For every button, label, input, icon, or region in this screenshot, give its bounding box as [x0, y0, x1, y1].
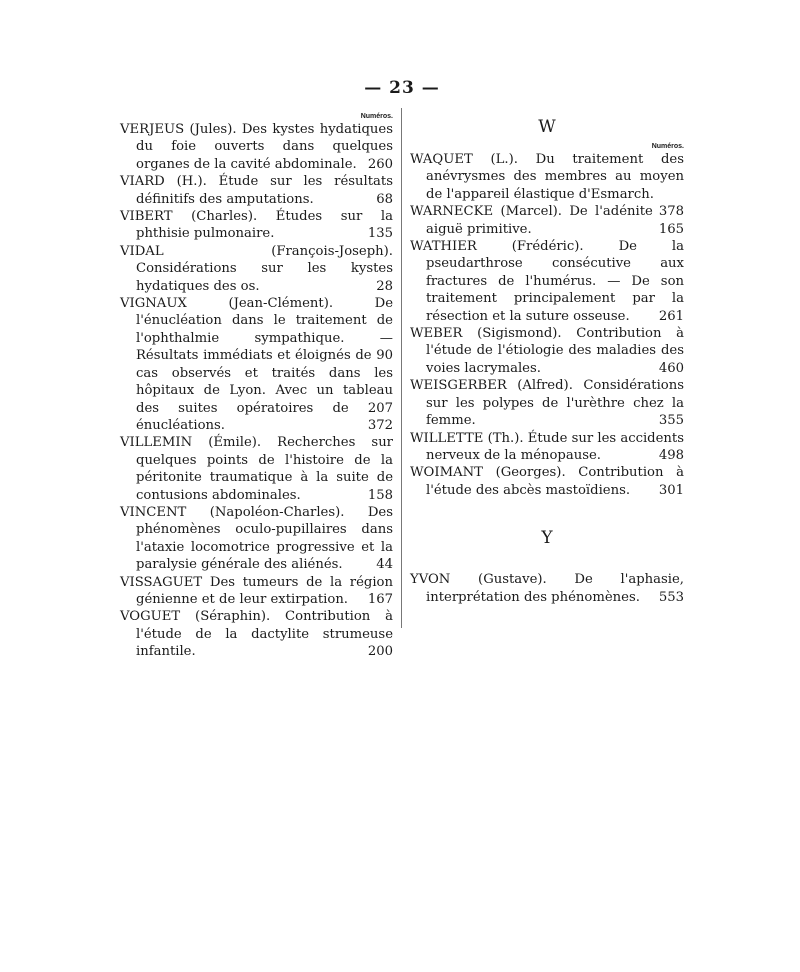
author-name: VIARD	[120, 174, 165, 190]
index-entry	[410, 377, 684, 429]
thesis-number: 200	[367, 644, 393, 660]
index-entry	[120, 295, 393, 434]
thesis-number: 260	[367, 156, 393, 172]
index-entry	[120, 608, 393, 660]
author-name: WAQUET	[410, 152, 473, 167]
author-name: VERJEUS	[120, 122, 185, 137]
index-entry	[120, 208, 393, 243]
index-entry	[120, 243, 393, 295]
thesis-number: 372	[367, 417, 393, 433]
thesis-number: 378	[658, 204, 684, 220]
author-name: VILLEMIN	[120, 435, 193, 451]
thesis-number: 261	[658, 308, 684, 324]
author-name: VIBERT	[120, 209, 173, 225]
index-entry	[120, 504, 393, 574]
thesis-number: 167	[367, 591, 393, 607]
index-entry	[120, 121, 393, 173]
index-entry	[410, 464, 684, 499]
author-name: VIDAL	[120, 243, 164, 259]
index-entry	[410, 325, 684, 377]
thesis-title: (Séraphin). Contribution à l'étude de la dactylite strumeuse infantile.	[136, 609, 393, 660]
thesis-number: 355	[658, 413, 684, 429]
thesis-number: 158	[367, 487, 393, 503]
author-name: WEISGERBER	[410, 378, 507, 394]
entry-list-w	[410, 151, 684, 499]
thesis-title: (Marcel). De l'adénite aiguë primitive.	[426, 204, 653, 237]
thesis-number: 460	[658, 360, 684, 376]
index-entry	[410, 238, 684, 325]
thesis-number: 301	[658, 482, 684, 498]
thesis-title: (Frédéric). De la pseudarthrose consécutive aux fractures de l'humérus. — De son traitement principalement par la résection et la suture osseuse.	[426, 239, 684, 324]
thesis-number: 165	[658, 221, 684, 237]
index-entry	[410, 571, 684, 606]
thesis-title: (Émile). Recherches sur quelques points de l'histoire de la péritonite traumatique à la suite de contusions abdominales.	[136, 435, 393, 503]
letter-heading-w: W	[538, 117, 556, 137]
numbers-header: Numéros.	[360, 113, 393, 120]
letter-heading-y: Y	[541, 528, 553, 549]
page-number: — 23 —	[364, 78, 440, 98]
thesis-title: (Napoléon-Charles). Des phénomènes oculo-pupillaires dans l'ataxie locomotrice progressive et la paralysie générale des aliénés.	[136, 504, 393, 573]
author-name: WARNECKE	[410, 204, 494, 220]
thesis-title: (François-Joseph). Considérations sur les kystes hydatiques des os.	[136, 243, 393, 294]
thesis-title: (Jules). Des kystes hydatiques du foie ouverts dans quelques organes de la cavité abdominale.	[136, 122, 393, 172]
thesis-number: 498	[658, 447, 684, 463]
thesis-number: 553	[658, 589, 684, 605]
thesis-title: (H.). Étude sur les résultats définitifs des amputations.	[136, 174, 393, 207]
author-name: VINCENT	[120, 504, 187, 520]
entry-list-v	[120, 121, 393, 661]
thesis-title: (Th.). Étude sur les accidents nerveux de la ménopause.	[426, 430, 684, 463]
author-name: WATHIER	[410, 239, 477, 255]
thesis-number: 135	[367, 226, 393, 242]
thesis-title: (L.). Du traitement des anévrysmes des membres au moyen de l'appareil élastique d'Esmarch.	[426, 152, 684, 202]
thesis-title: (Georges). Contribution à l'étude des abcès mastoïdiens.	[426, 465, 684, 498]
author-name: WOIMANT	[410, 465, 483, 481]
entry-list-y	[410, 571, 684, 606]
thesis-title: (Charles). Études sur la phthisie pulmonaire.	[136, 209, 393, 242]
index-entry	[410, 203, 684, 238]
author-name: WEBER	[410, 326, 463, 342]
index-entry	[120, 173, 393, 208]
author-name: WILLETTE	[410, 430, 484, 446]
index-entry	[120, 574, 393, 609]
thesis-title: (Sigismond). Contribution à l'étude de l'étiologie des maladies des voies lacrymales.	[426, 326, 684, 376]
index-entry	[120, 434, 393, 504]
author-name: VOGUET	[120, 609, 181, 625]
thesis-number: 44	[376, 557, 393, 573]
right-column	[410, 112, 684, 606]
thesis-title: Des tumeurs de la région génienne et de leur extirpation.	[136, 574, 393, 607]
thesis-number: 68	[376, 191, 393, 207]
thesis-title: (Jean-Clément). De l'énucléation dans le traitement de l'ophthalmie sympathique. — Résultats immédiats et éloignés de 90 cas observés et traités dans les hôpitaux de Lyon. Avec un tableau des suites opératoires de 207 énucléations.	[136, 296, 393, 433]
index-entry	[410, 430, 684, 465]
column-divider	[401, 108, 402, 628]
author-name: VISSAGUET	[120, 574, 203, 590]
thesis-title: (Gustave). De l'aphasie, interprétation des phénomènes.	[426, 572, 684, 605]
author-name: YVON	[410, 572, 451, 588]
thesis-title: (Alfred). Considérations sur les polypes de l'urèthre chez la femme.	[426, 378, 684, 429]
thesis-number: 28	[376, 278, 393, 294]
numbers-header: Numéros.	[651, 143, 684, 150]
left-column	[120, 112, 393, 661]
author-name: VIGNAUX	[120, 296, 187, 312]
